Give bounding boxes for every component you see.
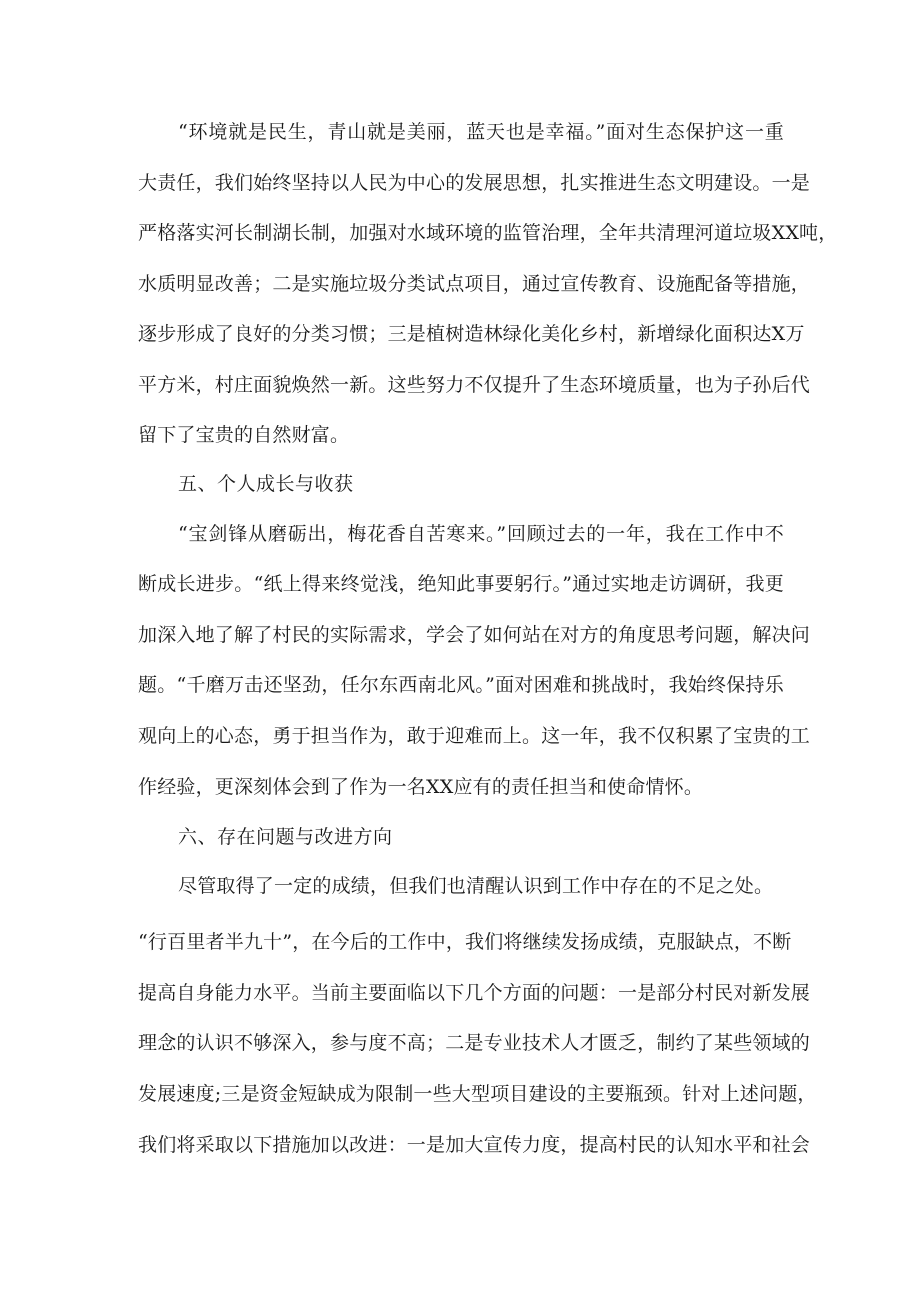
paragraph-line: 断成长进步。“纸上得来终觉浅，绝知此事要躬行。”通过实地走访调研，我更 [138, 573, 784, 595]
paragraph-line: 尽管取得了一定的成绩，但我们也清醒认识到工作中存在的不足之处。 [178, 875, 774, 897]
section-heading: 五、个人成长与收获 [178, 473, 354, 495]
paragraph-line: 平方米，村庄面貌焕然一新。这些努力不仅提升了生态环境质量，也为子孙后代 [138, 374, 811, 396]
paragraph-line: 发展速度;三是资金短缺成为限制一些大型项目建设的主要瓶颈。针对上述问题， [138, 1083, 817, 1105]
paragraph-line: 大责任，我们始终坚持以人民为中心的发展思想，扎实推进生态文明建设。一是 [138, 172, 811, 194]
paragraph-line: 作经验，更深刻体会到了作为一名XX应有的责任担当和使命情怀。 [138, 776, 704, 798]
paragraph-line: “宝剑锋从磨砺出，梅花香自苦寒来。”回顾过去的一年，我在工作中不 [178, 523, 784, 545]
paragraph-line: “环境就是民生，青山就是美丽，蓝天也是幸福。”面对生态保护这一重 [178, 121, 784, 143]
section-heading: 六、存在问题与改进方向 [178, 826, 393, 848]
paragraph-line: 逐步形成了良好的分类习惯；三是植树造林绿化美化乡村，新增绿化面积达X万 [138, 323, 805, 345]
paragraph-line: 水质明显改善；二是实施垃圾分类试点项目，通过宣传教育、设施配备等措施， [138, 273, 811, 295]
paragraph-line: 理念的认识不够深入，参与度不高；二是专业技术人才匮乏，制约了某些领域的 [138, 1032, 811, 1054]
paragraph-line: 我们将采取以下措施加以改进：一是加大宣传力度，提高村民的认知水平和社会 [138, 1134, 811, 1156]
paragraph-line: 题。“千磨万击还坚劲，任尔东西南北风。”面对困难和挑战时，我始终保持乐 [138, 674, 784, 696]
paragraph-line: 严格落实河长制湖长制，加强对水域环境的监管治理，全年共清理河道垃圾XX吨， [138, 222, 838, 244]
paragraph-line: “行百里者半九十”，在今后的工作中，我们将继续发扬成绩，克服缺点，不断 [138, 931, 792, 953]
paragraph-line: 提高自身能力水平。当前主要面临以下几个方面的问题：一是部分村民对新发展 [138, 982, 811, 1004]
paragraph-line: 留下了宝贵的自然财富。 [138, 424, 350, 446]
paragraph-line: 观向上的心态，勇于担当作为，敢于迎难而上。这一年，我不仅积累了宝贵的工 [138, 725, 811, 747]
paragraph-line: 加深入地了解了村民的实际需求，学会了如何站在对方的角度思考问题，解决问 [138, 624, 811, 646]
